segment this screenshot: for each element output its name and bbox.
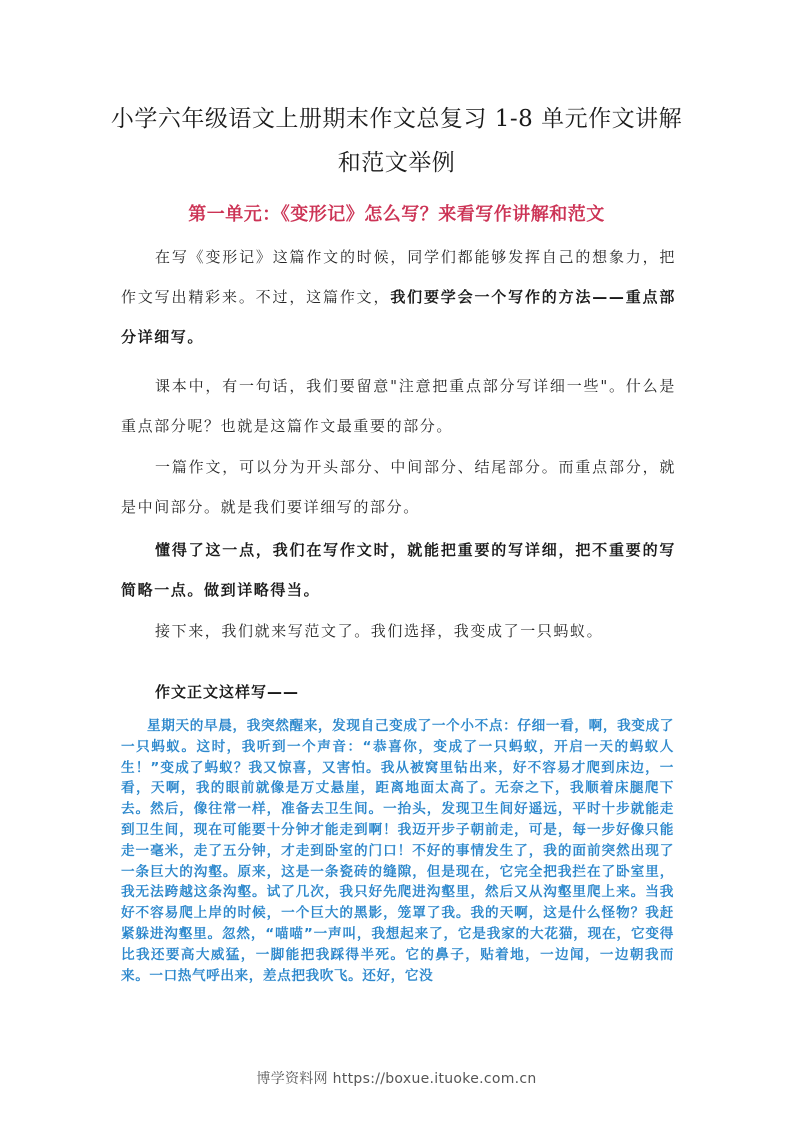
document-title-line1: 小学六年级语文上册期末作文总复习 1-8 单元作文讲解 — [110, 106, 683, 132]
paragraph-4 — [121, 530, 676, 610]
paragraph-5 — [121, 611, 676, 651]
essay-body: 星期天的早晨，我突然醒来，发现自己变成了一个小不点：仔细一看，啊，我变成了一只蚂蚁。这时，我听到一个声音：“恭喜你，变成了一只蚂蚁，开启一天的蚂蚁人生！”变成了蚂蚁？我又惊喜，又害怕。我从被窝里钻出来，好不容易才爬到床边，一看，天啊，我的眼前就像是万丈悬崖，距离地面太高了。无奈之下，我顺着床腿爬下去。然后，像往常一样，准备去卫生间。一抬头，发现卫生间好遥远，平时十步就能走到卫生间，现在可能要十分钟才能走到啊！我迈开步子朝前走，可是，每一步好像只能走一毫米，走了五分钟，才走到卧室的门口！不好的事情发生了，我的面前突然出现了一条巨大的沟壑。原来，这是一条瓷砖的缝隙，但是现在，它完全把我拦在了卧室里，我无法跨越这条沟壑。试了几次，我只好先爬进沟壑里，然后又从沟壑里爬上来。当我好不容易爬上岸的时候，一个巨大的黑影，笼罩了我。我的天啊，这是什么怪物？我赶紧躲进沟壑里。忽然，“喵喵”一声叫，我想起来了，它是我家的大花猫，现在，它变得比我还要高大威猛，一脚能把我踩得半死。它的鼻子，贴着地，一边闻，一边朝我而来。一口热气呼出来，差点把我吹飞。还好，它没 — [121, 718, 674, 984]
section-heading: 第一单元：《变形记》怎么写？来看写作讲解和范文 — [188, 204, 605, 225]
paragraph-1-text: 在写《变形记》这篇作文的时候，同学们都能够发挥自己的想象力，把作文写出精彩来。不过，这篇作文， — [121, 248, 676, 306]
paragraph-4-bold-text: 懂得了这一点，我们在写作文时，就能把重要的写详细，把不重要的写简略一点。做到详略得当。 — [121, 541, 676, 599]
paragraph-3-text: 一篇作文，可以分为开头部分、中间部分、结尾部分。而重点部分，就是中间部分。就是我们要详细写的部分。 — [121, 458, 676, 516]
paragraph-2-text: 课本中，有一句话，我们要留意"注意把重点部分写详细一些"。什么是重点部分呢？也就是这篇作文最重要的部分。 — [121, 377, 676, 435]
footer-watermark: 博学资料网 https://boxue.ituoke.com.cn — [256, 1071, 537, 1087]
paragraph-5-text: 接下来，我们就来写范文了。我们选择，我变成了一只蚂蚁。 — [155, 622, 604, 640]
paragraph-3 — [121, 447, 676, 527]
document-title-line2: 和范文举例 — [337, 150, 456, 176]
paragraph-1 — [121, 237, 676, 357]
essay-label: 作文正文这样写—— — [155, 683, 300, 701]
paragraph-1-bold-text: 我们要学会一个写作的方法——重点部分详细写。 — [121, 288, 676, 346]
paragraph-2 — [121, 366, 676, 446]
